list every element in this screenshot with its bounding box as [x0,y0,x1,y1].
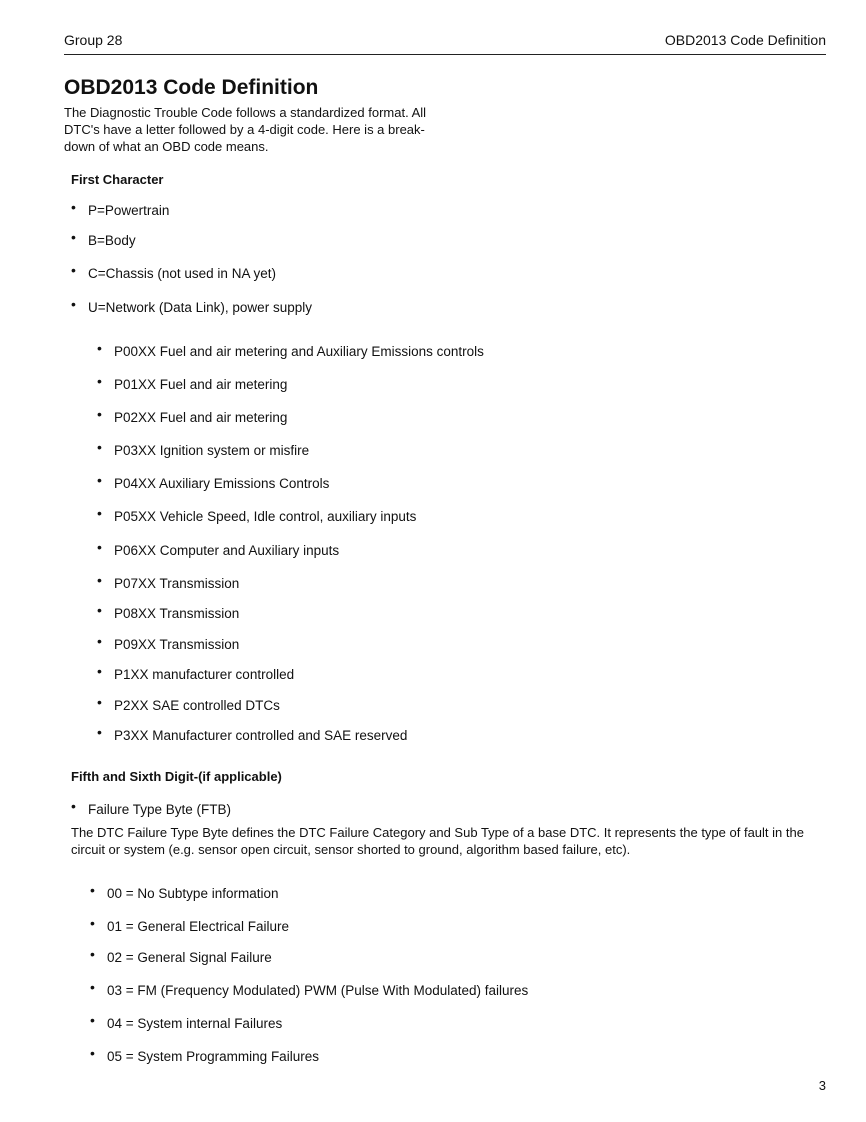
bullet-icon: • [97,472,102,488]
fifth-sixth-digit-heading: Fifth and Sixth Digit-(if applicable) [71,769,282,784]
list-item: P3XX Manufacturer controlled and SAE reserved [114,728,408,743]
bullet-icon: • [90,979,95,995]
list-item: P04XX Auxiliary Emissions Controls [114,476,330,491]
list-item: C=Chassis (not used in NA yet) [88,266,276,281]
list-item: Failure Type Byte (FTB) [88,802,232,817]
bullet-icon: • [71,229,76,245]
intro-paragraph: The Diagnostic Trouble Code follows a standardized format. All DTC's have a letter followed by a 4-digit code. Here is a break-down of what an OBD code means. [64,105,427,154]
bullet-icon: • [71,798,76,814]
bullet-icon: • [97,602,102,618]
list-item: P07XX Transmission [114,576,240,591]
list-item: P09XX Transmission [114,637,240,652]
bullet-icon: • [97,373,102,389]
bullet-icon: • [97,724,102,740]
bullet-icon: • [97,340,102,356]
bullet-icon: • [71,296,76,312]
list-item: 02 = General Signal Failure [107,950,272,965]
list-item: 05 = System Programming Failures [107,1049,319,1064]
bullet-icon: • [97,572,102,588]
bullet-icon: • [97,406,102,422]
list-item: 00 = No Subtype information [107,886,279,901]
list-item: P06XX Computer and Auxiliary inputs [114,543,340,558]
bullet-icon: • [97,439,102,455]
list-item: P1XX manufacturer controlled [114,667,295,682]
list-item: P00XX Fuel and air metering and Auxiliary Emissions controls [114,344,484,359]
ftb-description: The DTC Failure Type Byte defines the DTC Failure Category and Sub Type of a base DTC. It represents the type of fault in the circuit or system (e.g. sensor open circuit, sensor shorted to ground, algorithm based failure, etc). [71,825,804,857]
list-item: 01 = General Electrical Failure [107,919,289,934]
bullet-icon: • [90,882,95,898]
bullet-icon: • [71,262,76,278]
list-item: 03 = FM (Frequency Modulated) PWM (Pulse With Modulated) failures [107,983,529,998]
page-title: OBD2013 Code Definition [64,76,319,99]
bullet-icon: • [90,915,95,931]
list-item: P=Powertrain [88,203,170,218]
list-item: P02XX Fuel and air metering [114,410,288,425]
list-item: P08XX Transmission [114,606,240,621]
list-item: P05XX Vehicle Speed, Idle control, auxiliary inputs [114,509,417,524]
list-item: P03XX Ignition system or misfire [114,443,310,458]
list-item: U=Network (Data Link), power supply [88,300,312,315]
bullet-icon: • [97,633,102,649]
bullet-icon: • [97,505,102,521]
header-group-label: Group 28 [64,32,123,48]
bullet-icon: • [97,539,102,555]
bullet-icon: • [97,663,102,679]
page-number: 3 [818,1078,826,1093]
header-doc-title: OBD2013 Code Definition [664,32,826,48]
list-item: B=Body [88,233,136,248]
bullet-icon: • [71,199,76,215]
bullet-icon: • [97,694,102,710]
bullet-icon: • [90,946,95,962]
list-item: P01XX Fuel and air metering [114,377,288,392]
list-item: 04 = System internal Failures [107,1016,283,1031]
page-header [64,32,826,55]
list-item: P2XX SAE controlled DTCs [114,698,280,713]
bullet-icon: • [90,1045,95,1061]
first-character-heading: First Character [71,172,164,187]
bullet-icon: • [90,1012,95,1028]
